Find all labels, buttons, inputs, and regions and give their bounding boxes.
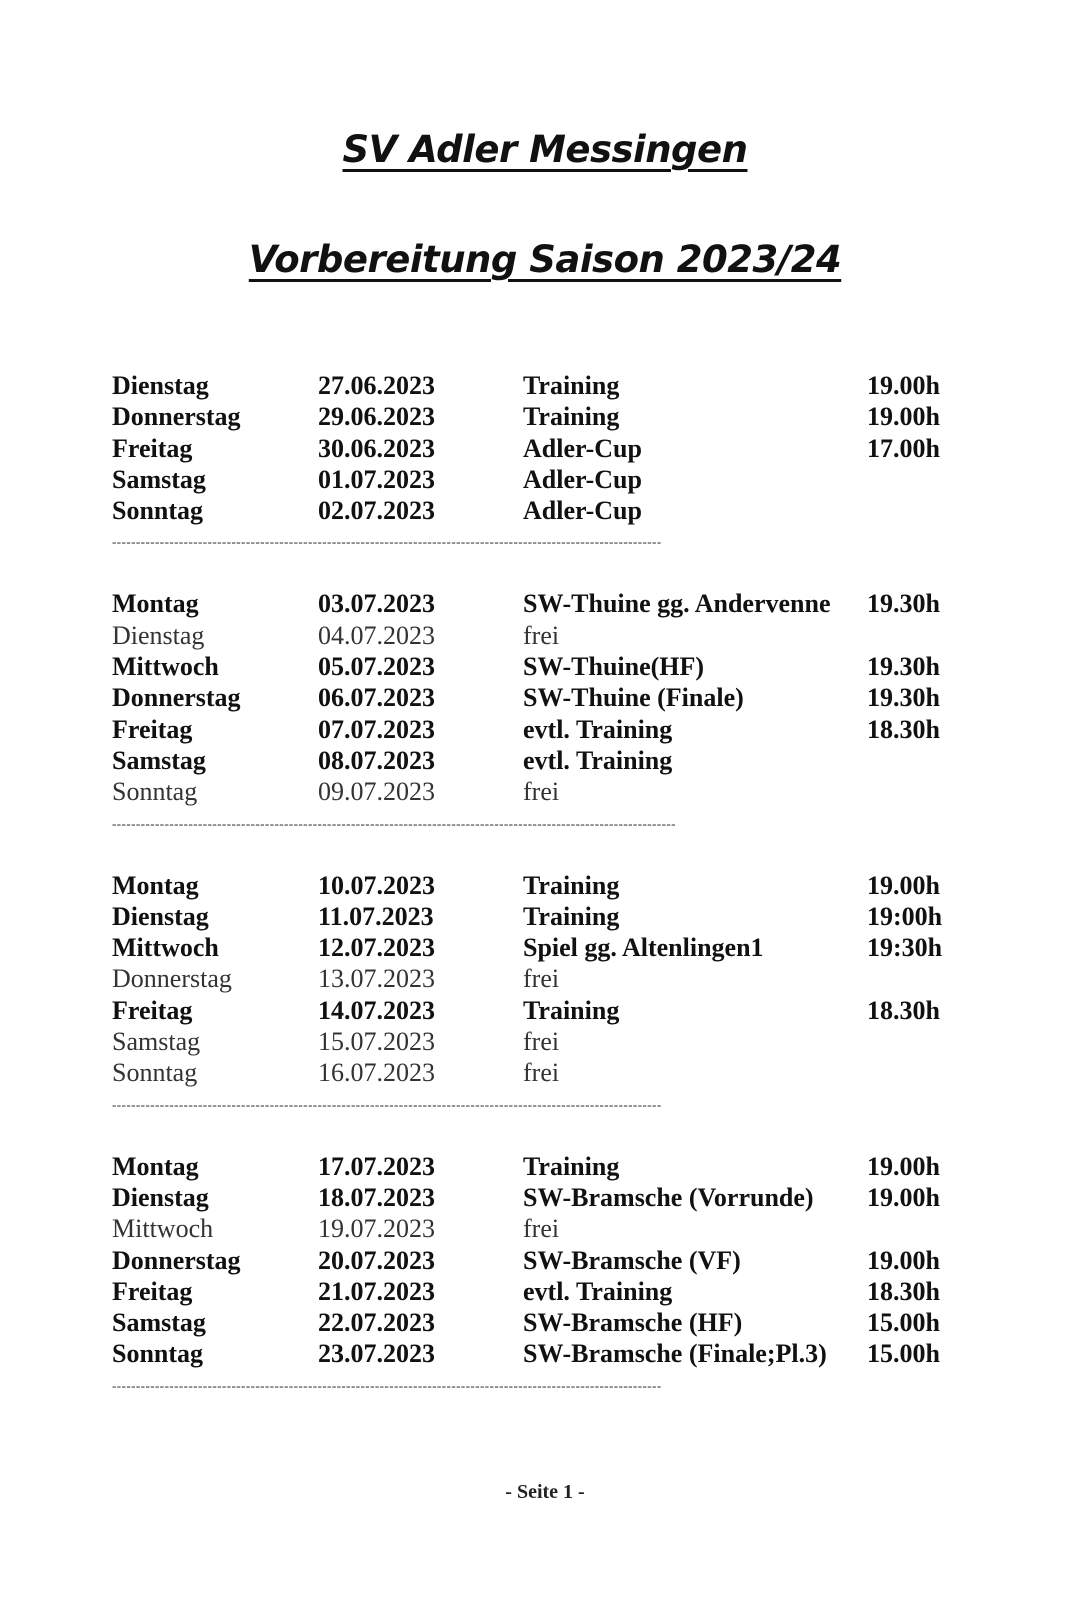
time-cell: 19.00h (867, 870, 940, 900)
activity-cell: frei (523, 620, 560, 650)
day-cell: Sonntag (112, 777, 198, 807)
schedule-row (112, 620, 972, 651)
day-cell: Dienstag (112, 901, 209, 931)
dashed-separator: ------------------------------------------------------------------------------------------------------------------- (112, 534, 662, 550)
activity-cell: Spiel gg. Altenlingen1 (523, 933, 764, 963)
schedule-row (112, 870, 972, 901)
day-cell: Freitag (112, 995, 193, 1025)
schedule-row (112, 932, 972, 963)
date-cell: 20.07.2023 (318, 1245, 435, 1275)
day-cell: Samstag (112, 1308, 206, 1338)
activity-cell: SW-Thuine (Finale) (523, 683, 744, 713)
day-cell: Freitag (112, 433, 193, 463)
time-cell: 19.00h (867, 1182, 940, 1212)
date-cell: 05.07.2023 (318, 652, 435, 682)
time-cell: 18.30h (867, 995, 940, 1025)
date-cell: 21.07.2023 (318, 1276, 435, 1306)
date-cell: 23.07.2023 (318, 1339, 435, 1369)
day-cell: Donnerstag (112, 402, 241, 432)
time-cell: 15.00h (867, 1308, 940, 1338)
schedule-row (112, 963, 972, 994)
date-cell: 30.06.2023 (318, 433, 435, 463)
day-cell: Samstag (112, 1027, 201, 1057)
activity-cell: evtl. Training (523, 745, 673, 775)
activity-cell: frei (523, 1027, 560, 1057)
date-cell: 12.07.2023 (318, 933, 435, 963)
date-cell: 29.06.2023 (318, 402, 435, 432)
day-cell: Donnerstag (112, 683, 241, 713)
activity-cell: Training (523, 995, 620, 1025)
activity-cell: Training (523, 371, 620, 400)
activity-cell: SW-Bramsche (Vorrunde) (523, 1182, 814, 1212)
week-block (112, 1151, 972, 1401)
schedule-row (112, 401, 972, 432)
activity-cell: frei (523, 777, 560, 807)
date-cell: 22.07.2023 (318, 1308, 435, 1338)
day-cell: Dienstag (112, 1182, 209, 1212)
schedule-row (112, 714, 972, 745)
day-cell: Dienstag (112, 371, 209, 400)
time-cell: 19:00h (867, 901, 943, 931)
day-cell: Sonntag (112, 1339, 204, 1369)
day-cell: Sonntag (112, 496, 204, 526)
date-cell: 03.07.2023 (318, 589, 435, 619)
date-cell: 14.07.2023 (318, 995, 435, 1025)
time-cell: 15.00h (867, 1339, 940, 1369)
week-gap (112, 1120, 972, 1151)
activity-cell: frei (523, 1214, 560, 1244)
time-cell: 17.00h (867, 433, 940, 463)
week-gap (112, 557, 972, 588)
day-cell: Samstag (112, 464, 206, 494)
date-cell: 10.07.2023 (318, 870, 435, 900)
schedule-row (112, 588, 972, 619)
week-gap (112, 839, 972, 870)
day-cell: Freitag (112, 714, 193, 744)
schedule-row (112, 745, 972, 776)
schedule-row (112, 651, 972, 682)
activity-cell: evtl. Training (523, 714, 673, 744)
schedule-row (112, 1026, 972, 1057)
date-cell: 13.07.2023 (318, 964, 435, 994)
time-cell: 19.00h (867, 402, 940, 432)
activity-cell: Training (523, 901, 620, 931)
schedule-row (112, 370, 972, 401)
time-cell: 19.30h (867, 683, 940, 713)
date-cell: 09.07.2023 (318, 777, 435, 807)
activity-cell: frei (523, 1058, 560, 1088)
week-block (112, 870, 972, 1120)
day-cell: Donnerstag (112, 1245, 241, 1275)
day-cell: Mittwoch (112, 652, 219, 682)
schedule-table (112, 370, 972, 1401)
time-cell: 19.00h (867, 1245, 940, 1275)
activity-cell: Adler-Cup (523, 433, 642, 463)
time-cell: 19.30h (867, 652, 940, 682)
day-cell: Montag (112, 1151, 199, 1181)
activity-cell: SW-Thuine gg. Andervenne (523, 589, 831, 619)
date-cell: 01.07.2023 (318, 464, 435, 494)
date-cell: 04.07.2023 (318, 620, 435, 650)
date-cell: 02.07.2023 (318, 496, 435, 526)
time-cell: 18.30h (867, 1276, 940, 1306)
day-cell: Samstag (112, 745, 206, 775)
date-cell: 27.06.2023 (318, 371, 435, 400)
day-cell: Montag (112, 870, 199, 900)
date-cell: 11.07.2023 (318, 901, 434, 931)
day-cell: Mittwoch (112, 933, 219, 963)
time-cell: 19.00h (867, 371, 940, 400)
day-cell: Mittwoch (112, 1214, 214, 1244)
club-title: SV Adler Messingen (342, 128, 748, 171)
date-cell: 16.07.2023 (318, 1058, 435, 1088)
schedule-row (112, 776, 972, 807)
time-cell: 19:30h (867, 933, 943, 963)
dashed-separator: ------------------------------------------------------------------------------------------------------------------- (112, 1096, 662, 1112)
dashed-separator: ------------------------------------------------------------------------------------------------------------------- (112, 1377, 662, 1393)
week-block (112, 588, 972, 838)
day-cell: Dienstag (112, 620, 205, 650)
activity-cell: Training (523, 1151, 620, 1181)
schedule-row (112, 433, 972, 464)
activity-cell: frei (523, 964, 560, 994)
date-cell: 17.07.2023 (318, 1151, 435, 1181)
schedule-row (112, 1057, 972, 1088)
schedule-row (112, 682, 972, 713)
activity-cell: Training (523, 870, 620, 900)
page-number: - Seite 1 - (505, 1481, 585, 1503)
activity-cell: Adler-Cup (523, 464, 642, 494)
schedule-row (112, 1307, 972, 1338)
activity-cell: SW-Thuine(HF) (523, 652, 705, 682)
activity-cell: Training (523, 402, 620, 432)
week-block (112, 370, 972, 557)
date-cell: 08.07.2023 (318, 745, 435, 775)
activity-cell: Adler-Cup (523, 496, 642, 526)
dashed-separator: ---------------------------------------------------------------------------------------------------------------------- (112, 815, 676, 831)
date-cell: 07.07.2023 (318, 714, 435, 744)
day-cell: Sonntag (112, 1058, 198, 1088)
schedule-row (112, 464, 972, 495)
season-subtitle: Vorbereitung Saison 2023/24 (248, 238, 842, 281)
schedule-row (112, 1245, 972, 1276)
schedule-row (112, 1213, 972, 1244)
time-cell: 19.00h (867, 1151, 940, 1181)
date-cell: 06.07.2023 (318, 683, 435, 713)
activity-cell: SW-Bramsche (VF) (523, 1245, 741, 1275)
schedule-row (112, 995, 972, 1026)
schedule-row (112, 1276, 972, 1307)
day-cell: Donnerstag (112, 964, 232, 994)
activity-cell: SW-Bramsche (Finale;Pl.3) (523, 1339, 827, 1369)
day-cell: Montag (112, 589, 199, 619)
activity-cell: evtl. Training (523, 1276, 673, 1306)
activity-cell: SW-Bramsche (HF) (523, 1308, 743, 1338)
time-cell: 19.30h (867, 589, 940, 619)
time-cell: 18.30h (867, 714, 940, 744)
schedule-row (112, 901, 972, 932)
schedule-row (112, 495, 972, 526)
day-cell: Freitag (112, 1276, 193, 1306)
schedule-row (112, 1338, 972, 1369)
schedule-row (112, 1182, 972, 1213)
date-cell: 15.07.2023 (318, 1027, 435, 1057)
date-cell: 18.07.2023 (318, 1182, 435, 1212)
schedule-row (112, 1151, 972, 1182)
date-cell: 19.07.2023 (318, 1214, 435, 1244)
